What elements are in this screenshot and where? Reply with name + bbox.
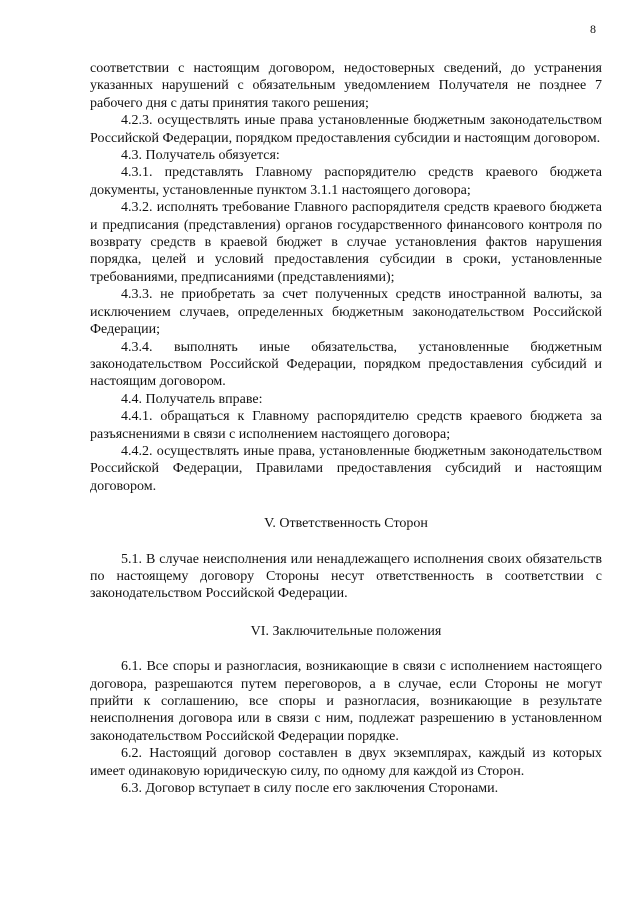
paragraph-6-1: 6.1. Все споры и разногласия, возникающие в связи с исполнением настоящего договора, разрешаются путем переговоров, а в случае, если Стороны не могут прийти к соглашению, все споры и разногласия, возникающие в результате неисполнения договора или в связи с ним, подлежат разрешению в установленном законодательством Российской Федерации порядке. — [90, 659, 602, 744]
paragraph-4-3: 4.3. Получатель обязуется: — [121, 148, 280, 164]
paragraph-4-4-1: 4.4.1. обращаться к Главному распорядителю средств краевого бюджета за разъяснениями в связи с исполнением настоящего договора; — [90, 409, 602, 442]
paragraph-6-2: 6.2. Настоящий договор составлен в двух экземплярах, каждый из которых имеет одинаковую юридическую силу, по одному для каждой из Сторон. — [90, 746, 602, 779]
paragraph-4-3-2: 4.3.2. исполнять требование Главного распорядителя средств краевого бюджета и предписания (представления) органов государственного финансового контроля по возврату средств в краевой бюджет в случае установления фактов нарушения порядка, целей и условий предоставления субсидии в сроки, установленные требованиями, предписаниями (представлениями); — [90, 200, 602, 285]
paragraph-6-3: 6.3. Договор вступает в силу после его заключения Сторонами. — [121, 781, 499, 797]
paragraph-continuation: соответствии с настоящим договором, недостоверных сведений, до устранения указанных нарушений с обязательным уведомлением Получателя не позднее 7 рабочего дня с даты принятия такого решения; — [90, 61, 602, 111]
paragraph-4-2-3: 4.2.3. осуществлять иные права установленные бюджетным законодательством Российской Федерации, порядком предоставления субсидии и настоящим договором. — [90, 113, 602, 146]
paragraph-4-3-3: 4.3.3. не приобретать за счет полученных средств иностранной валюты, за исключением случаев, определенных бюджетным законодательством Российской Федерации; — [90, 287, 602, 338]
paragraph-4-3-4: 4.3.4. выполнять иные обязательства, установленные бюджетным законодательством Российской Федерации, порядком предоставления субсидий и настоящим договором. — [90, 339, 602, 390]
section-6-heading: VI. Заключительные положения — [250, 623, 442, 639]
section-5-heading: V. Ответственность Сторон — [264, 516, 428, 532]
paragraph-4-4-2: 4.4.2. осуществлять иные права, установленные бюджетным законодательством Российской Федерации, Правилами предоставления субсидий и настоящим договором. — [90, 443, 602, 494]
page-number: 8 — [590, 22, 596, 36]
paragraph-4-4: 4.4. Получатель вправе: — [121, 391, 263, 407]
paragraph-4-3-1: 4.3.1. представлять Главному распорядителю средств краевого бюджета документы, установленные пунктом 3.1.1 настоящего договора; — [90, 165, 602, 198]
paragraph-5-1: 5.1. В случае неисполнения или ненадлежащего исполнения своих обязательств по настоящему договору Стороны несут ответственность в соответствии с законодательством Российской Федерации. — [90, 551, 602, 602]
document-body — [90, 60, 602, 797]
